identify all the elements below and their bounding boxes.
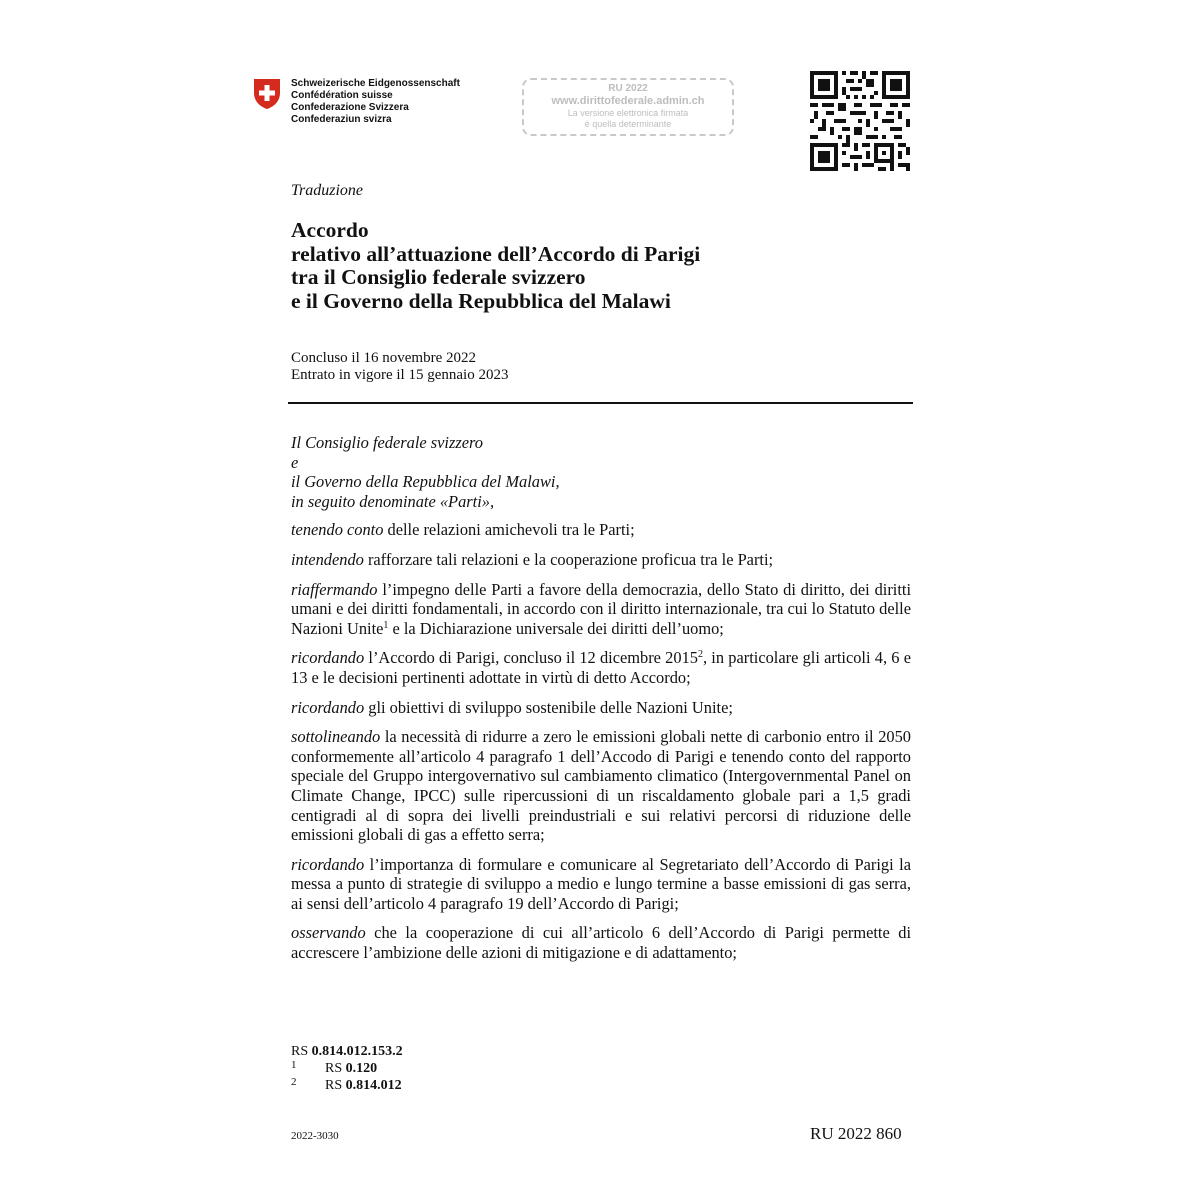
stamp-ru: RU 2022 <box>608 83 648 94</box>
preamble-clause <box>291 923 911 962</box>
stamp-url[interactable]: www.dirittofederale.admin.ch <box>551 95 705 107</box>
footnote-prefix: RS <box>325 1061 343 1076</box>
clause-lead: intendendo <box>291 549 364 569</box>
rs-number: 0.814.012.153.2 <box>311 1044 403 1059</box>
footnotes <box>291 1043 403 1094</box>
footnote-text <box>325 1060 377 1077</box>
clause-lead: ricordando <box>291 697 365 717</box>
footnote-ref[interactable]: 2 <box>697 649 703 661</box>
stamp-note-2: è quella determinante <box>584 119 672 129</box>
party-line: e <box>291 452 299 472</box>
preamble-clause <box>291 855 911 914</box>
stamp-note-1: La versione elettronica firmata <box>567 108 689 118</box>
footnote-item <box>291 1060 403 1077</box>
clause-text: rafforzare tali relazioni e la cooperazione proficua tra le Parti; <box>363 549 774 569</box>
clause-text: l’Accordo di Parigi, concluso il 12 dicembre 2015 <box>364 648 698 668</box>
document-number: 2022-3030 <box>291 1130 339 1142</box>
preamble-clause <box>291 648 911 687</box>
clause-text: che la cooperazione di cui all’articolo 6 dell’Accordo di Parigi permette di accrescere l’ambizione delle azioni di mitigazione e di adattamento; <box>291 923 911 963</box>
document-title <box>291 219 700 313</box>
rs-reference <box>291 1043 403 1060</box>
preamble-clause <box>291 727 911 845</box>
ru-reference: RU 2022 860 <box>810 1124 902 1143</box>
clause-lead: sottolineando <box>291 727 381 747</box>
footnote-item <box>291 1077 403 1094</box>
clause-lead: ricordando <box>291 854 365 874</box>
party-line: in seguito denominate «Parti», <box>291 491 495 511</box>
official-publication-stamp <box>522 78 734 136</box>
concluded-date: Concluso il 16 novembre 2022 <box>291 350 476 366</box>
clause-lead: osservando <box>291 923 366 943</box>
clause-text: delle relazioni amichevoli tra le Parti; <box>383 520 635 540</box>
footnote-prefix: RS <box>325 1078 343 1093</box>
confederation-name-rm: Confederaziun svizra <box>291 114 392 125</box>
title-line: e il Governo della Repubblica del Malawi <box>291 288 671 313</box>
title-line: tra il Consiglio federale svizzero <box>291 265 586 289</box>
rs-prefix: RS <box>291 1044 309 1059</box>
swiss-cross-icon <box>252 77 282 110</box>
in-force-date: Entrato in vigore il 15 gennaio 2023 <box>291 367 509 383</box>
confederation-names <box>291 78 460 126</box>
footnote-ref-number[interactable]: 0.120 <box>345 1061 378 1076</box>
confederation-name-it: Confederazione Svizzera <box>291 102 409 113</box>
title-divider <box>288 402 913 404</box>
party-line: Il Consiglio federale svizzero <box>291 433 483 452</box>
qr-code-icon <box>810 71 910 171</box>
translation-label: Traduzione <box>291 182 364 199</box>
preamble-clause <box>291 698 911 718</box>
confederation-name-fr: Confédération suisse <box>291 90 393 101</box>
preamble-clause <box>291 520 911 540</box>
footnote-number: 1 <box>291 1059 297 1071</box>
clause-text: l’impegno delle Parti a favore della democrazia, dello Stato di diritto, dei diritti umani e dei diritti fondamentali, in accordo con il diritto internazionale, tra cui lo Statuto delle Nazioni Unite <box>291 579 911 638</box>
title-line: Accordo <box>291 218 369 242</box>
footnote-ref-number[interactable]: 0.814.012 <box>345 1078 402 1093</box>
clause-lead: tenendo conto <box>291 520 384 540</box>
footnote-text <box>325 1077 402 1094</box>
clause-text-tail: , in particolare gli articoli 4, 6 e 13 e le decisioni pertinenti adottate in virtù di detto Accordo; <box>291 648 911 687</box>
preamble-clause <box>291 550 911 570</box>
clause-lead: riaffermando <box>291 579 378 599</box>
footnote-ref[interactable]: 1 <box>383 619 389 631</box>
clause-text: l’importanza di formulare e comunicare al Segretariato dell’Accordo di Parigi la messa a punto di strategie di sviluppo a medio e lungo termine a basse emissioni di gas serra, ai sensi dell’articolo 4 paragrafo 19 dell’Accordo di Parigi; <box>291 854 911 913</box>
document-dates <box>291 350 508 384</box>
party-line: il Governo della Repubblica del Malawi, <box>291 472 560 492</box>
clause-lead: ricordando <box>291 648 365 668</box>
preamble <box>291 433 911 973</box>
confederation-name-de: Schweizerische Eidgenossenschaft <box>291 78 460 89</box>
clause-text: gli obiettivi di sviluppo sostenibile delle Nazioni Unite; <box>364 697 733 717</box>
title-line: relativo all’attuazione dell’Accordo di Parigi <box>291 241 701 266</box>
footnote-number: 2 <box>291 1076 297 1088</box>
preamble-clause <box>291 580 911 639</box>
clause-text-tail: e la Dichiarazione universale dei diritti dell’uomo; <box>388 618 724 638</box>
parties-block <box>291 433 911 511</box>
clause-text: la necessità di ridurre a zero le emissioni globali nette di carbonio entro il 2050 conformemente all’articolo 4 paragrafo 1 dell’Accodo di Parigi e tenendo conto del rapporto speciale del Gruppo intergovernativo sul cambiamento climatico (Intergovernmental Panel on Climate Change, IPCC) sulle ripercussioni di un riscaldamento globale pari a 1,5 gradi centigradi al di sopra dei livelli preindustriali e sui relativi percorsi di riduzione delle emissioni globali di gas a effetto serra; <box>291 727 911 845</box>
